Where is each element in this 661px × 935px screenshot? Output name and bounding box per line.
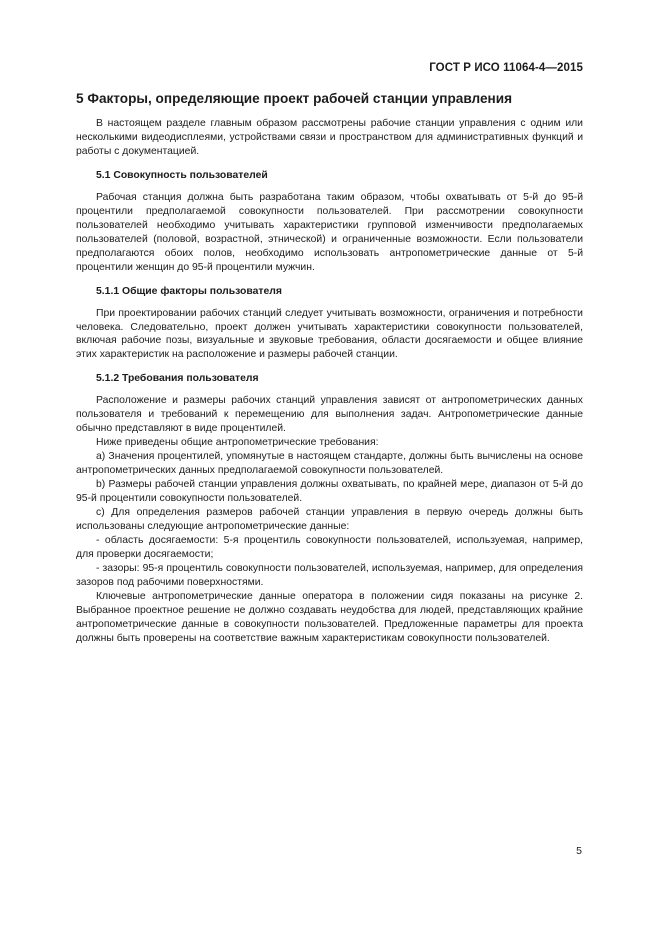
section-intro: В настоящем разделе главным образом рассмотрены рабочие станции управления с одним или несколькими видеодисплеями, устройствами связи и пространством для административных функций и работы с документацией.: [76, 118, 583, 157]
subsection-title-5-1: 5.1 Совокупность пользователей: [96, 169, 268, 181]
requirement-item-a: a) Значения процентилей, упомянутые в настоящем стандарте, должны быть вычислены на основе антропометрических данных предполагаемой совокупности пользователей.: [76, 451, 583, 477]
subsection-text-5-1: Рабочая станция должна быть разработана таким образом, чтобы охватывать от 5-й до 95-й процентили предполагаемой совокупности пользователей. При рассмотрении совокупности пользователей необходимо учитывать характеристики групповой изменчивости предполагаемых пользователей (половой, возрастной, этнической) и ограниченные возможности. Если пользователи предполагаются обоих полов, необходимо использовать антропометрические данные от 5-й процентили женщин до 95-й процентили мужчин.: [76, 191, 583, 273]
subsection-title-5-1-2: 5.1.2 Требования пользователя: [96, 373, 259, 385]
page-content: [0, 90, 661, 646]
subsection-title-5-1-1: 5.1.1 Общие факторы пользователя: [96, 285, 282, 297]
requirement-item-c-reach: - область досягаемости: 5-я процентиль совокупности пользователей, используемая, например, для проверки досягаемости;: [76, 534, 583, 560]
requirements-paragraph-1: Расположение и размеры рабочих станций управления зависят от антропометрических данных пользователя и требований к перемещению для выполнения задач. Антропометрические данные обычно представляют в виде процентилей.: [76, 395, 583, 435]
requirement-item-c: c) Для определения размеров рабочей станции управления в первую очередь должны быть использованы следующие антропометрические данные:: [76, 507, 583, 532]
standard-designation: ГОСТ Р ИСО 11064-4—2015: [429, 62, 583, 74]
subsection-text-5-1-1: При проектировании рабочих станций следует учитывать возможности, ограничения и потребности человека. Следовательно, проект должен учитывать характеристики совокупности пользователей, включая рабочие позы, визуальные и звуковые требования, области досягаемости и общее влияние этих характеристик на расположение и размеры рабочей станции.: [76, 307, 583, 361]
requirements-paragraph-2: Ниже приведены общие антропометрические требования:: [96, 437, 379, 449]
page-number: 5: [576, 845, 582, 857]
requirements-paragraph-3: Ключевые антропометрические данные оператора в положении сидя показаны на рисунке 2. Выбранное проектное решение не должно создавать неудобства для людей, представляющих крайние антропометрические данные в совокупности пользователей. Предложенные параметры для проекта должны быть проверены на соответствие важным характеристикам совокупности пользователей.: [76, 590, 583, 644]
requirement-item-c-clearance: - зазоры: 95-я процентиль совокупности пользователей, используемая, например, для определения зазоров под рабочими поверхностями.: [76, 562, 583, 588]
section-title: 5 Факторы, определяющие проект рабочей станции управления: [76, 91, 513, 106]
requirement-item-b: b) Размеры рабочей станции управления должны охватывать, по крайней мере, диапазон от 5-й до 95-й процентили совокупности пользователей.: [76, 479, 583, 505]
